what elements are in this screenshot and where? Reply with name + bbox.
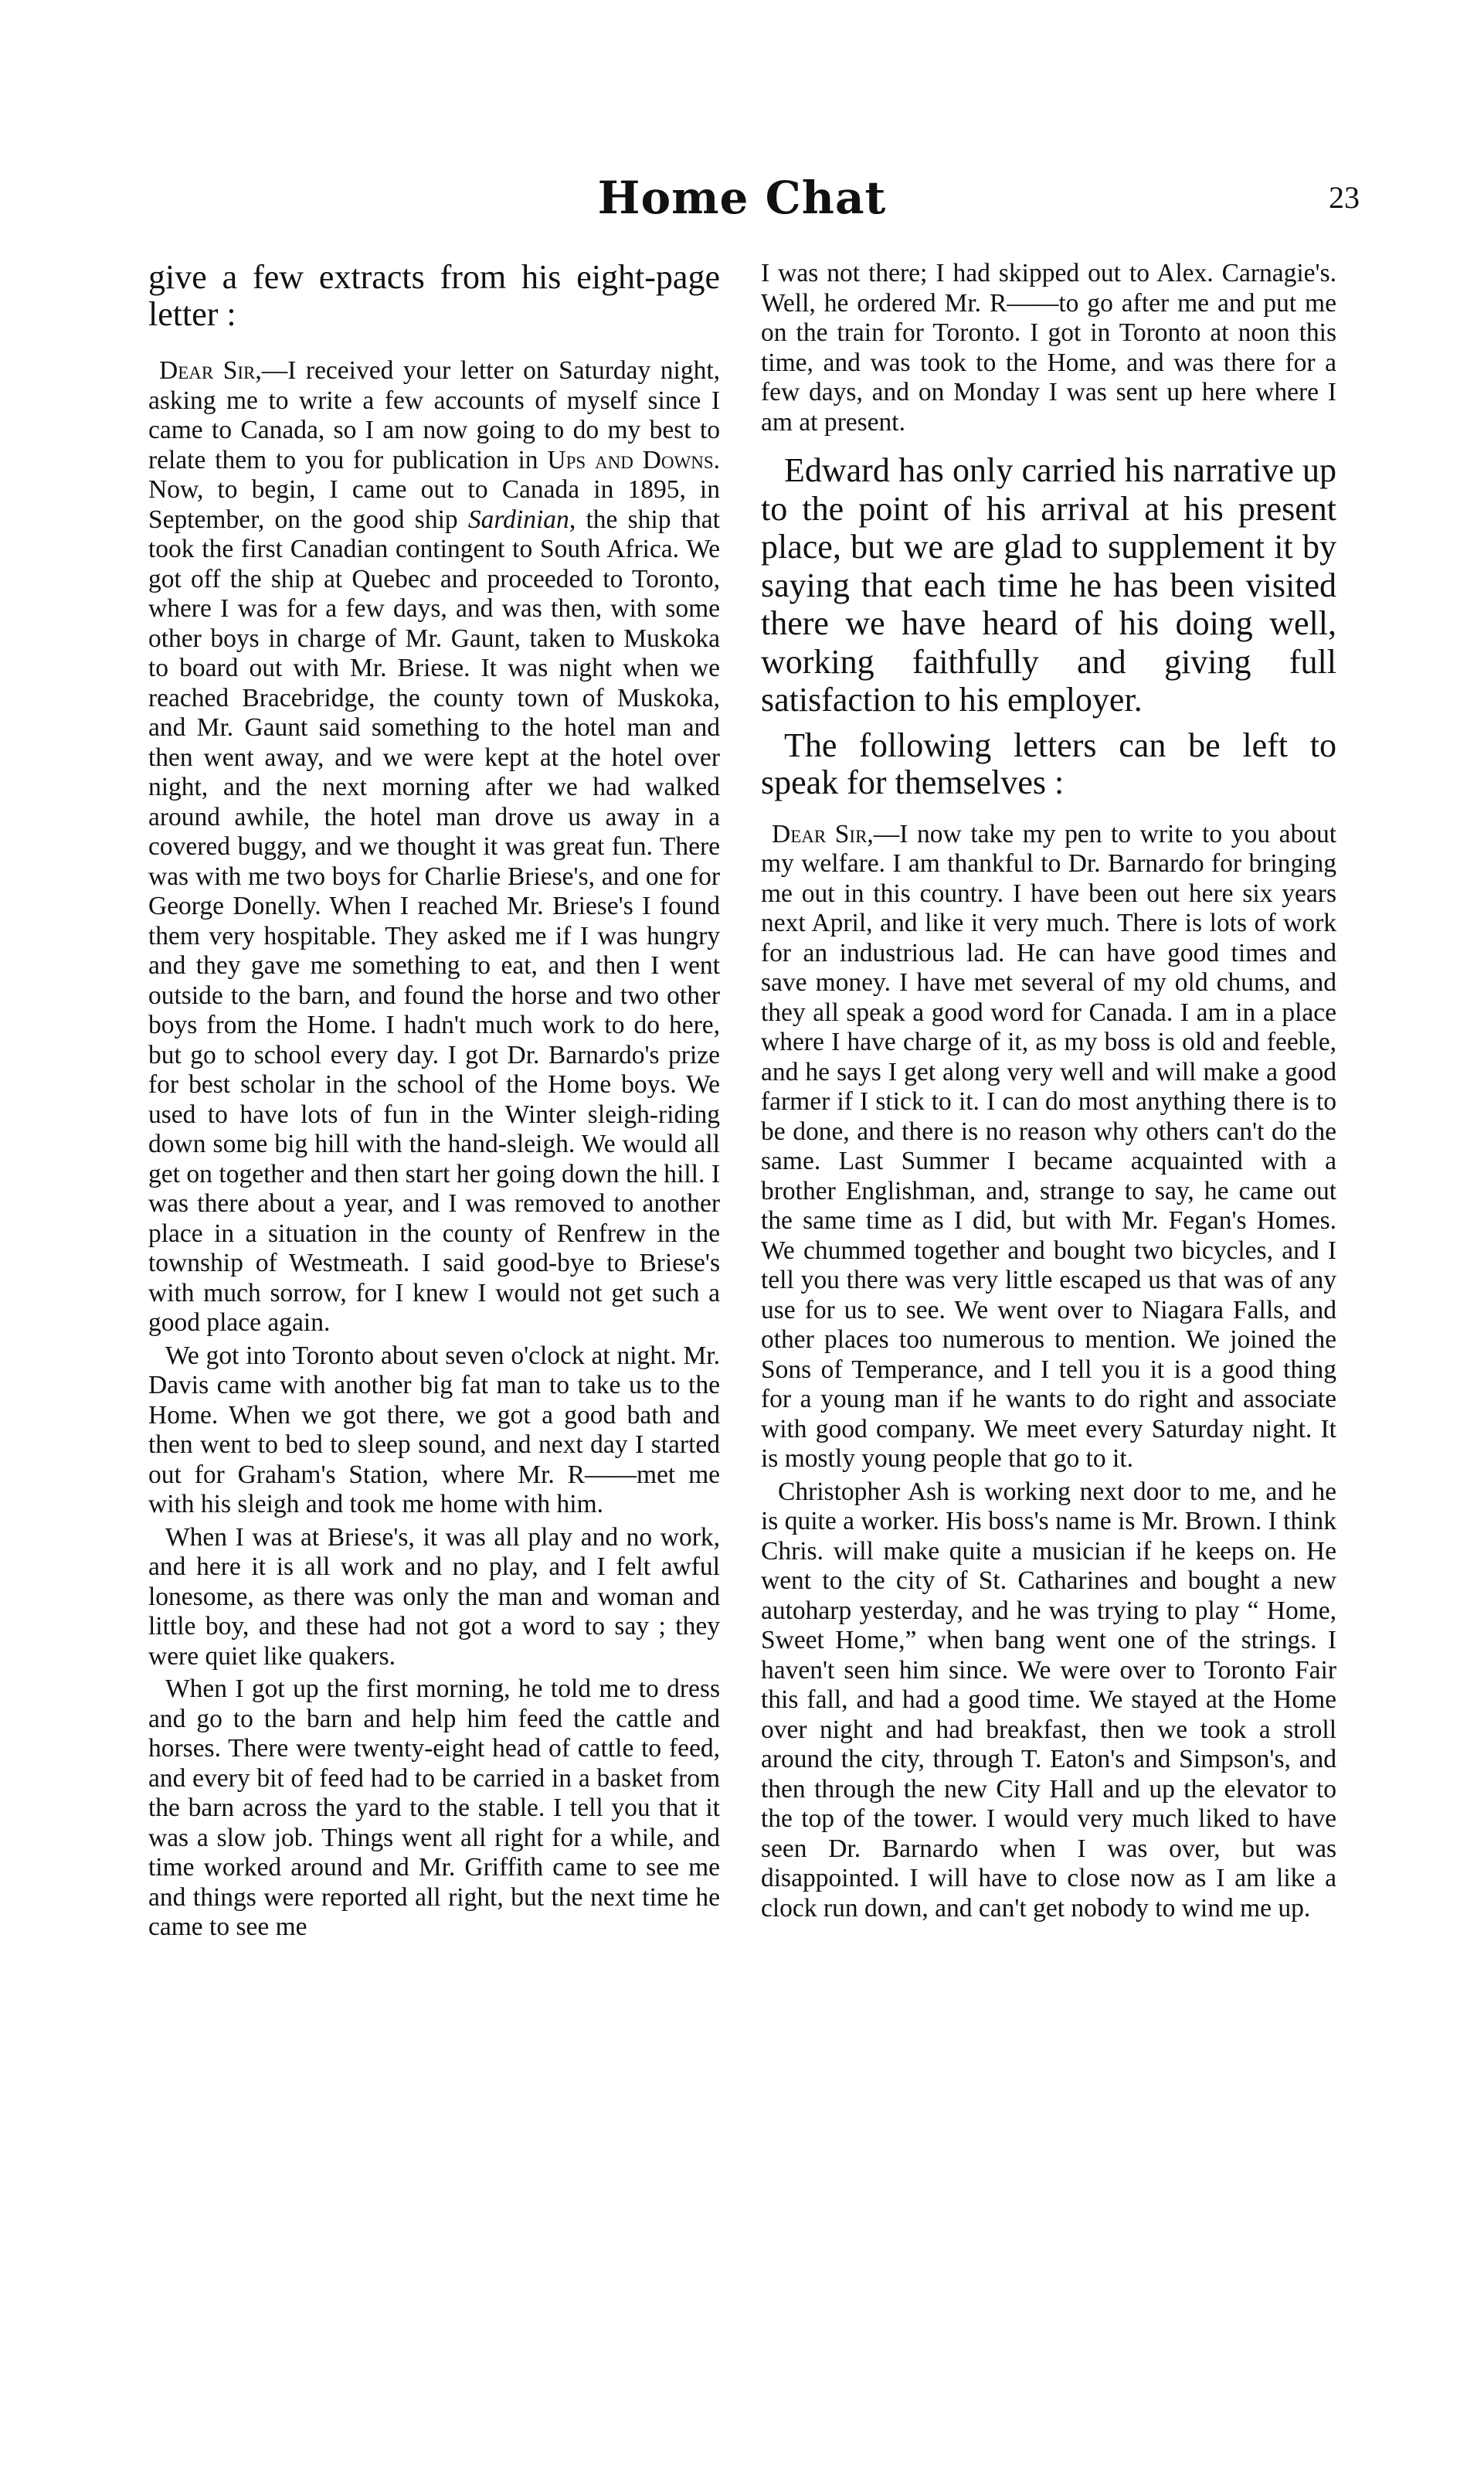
left-column	[148, 259, 720, 1946]
page-title: Home Chat	[597, 172, 887, 224]
letter-text: . Now, to begin, I came out to Canada in 1895, in September, on the good ship	[148, 445, 720, 534]
ship-name: Sardinian	[467, 505, 569, 534]
letter-text: —I received your letter on Saturday night, asking me to write a few accounts of myself since I came to Canada, so I am now going to do my best to relate them to you for publication in	[148, 356, 721, 474]
salutation: Dear Sir,	[772, 819, 874, 848]
magazine-name: Ups and Downs	[547, 445, 714, 474]
letter-paragraph: I was not there; I had skipped out to Alex. Carnagie's. Well, he ordered Mr. R——to go after me and put me on the train for Toronto. I got in Toronto at noon this time, and was took to the Home, and was there for a few days, and on Monday I was sent up here where I am at present.	[761, 259, 1336, 437]
letter-paragraph: When I got up the first morning, he told me to dress and go to the barn and help him feed the cattle and horses. There were twenty-eight head of cattle to feed, and every bit of feed had to be carried in a basket from the barn across the yard to the stable. I tell you that it was a slow job. Things went all right for a while, and time worked around and Mr. Griffith came to see me and things were reported all right, but the next time he came to see me	[148, 1674, 720, 1941]
letter-paragraph: Christopher Ash is working next door to me, and he is quite a worker. His boss's name is Mr. Brown. I think Chris. will make quite a musician if he keeps on. He went to the city of St. Catharines and bought a new autoharp yesterday, and he was trying to play “ Home, Sweet Home,” when bang went one of the strings. I haven't seen him since. We were over to Toronto Fair this fall, and had a good time. We stayed at the Home over night and had breakfast, then we took a stroll around the city, through T. Eaton's and Simpson's, and then through the new City Hall and up the elevator to the top of the tower. I would very much liked to have seen Dr. Barnardo when I was over, but was disappointed. I will have to close now as I am like a clock run down, and can't get nobody to wind me up.	[761, 1477, 1336, 1923]
letter-paragraph: We got into Toronto about seven o'clock at night. Mr. Davis came with another big fat man to take us to the Home. When we got there, we got a good bath and then went to bed to sleep sound, and next day I started out for Graham's Station, where Mr. R——met me with his sleigh and took me home with him.	[148, 1341, 720, 1518]
editorial-paragraph: Edward has only carried his narrative up to the point of his arrival at his present place, but we are glad to supplement it by saying that each time he has been visited there we have heard of his doing well, working faithfully and giving full satisfaction to his employer.	[761, 451, 1336, 719]
letter-text: —I now take my pen to write to you about my welfare. I am thankful to Dr. Barnardo for bringing me out in this country. I have been out here six years next April, and like it very much. There is lots of work for an industrious lad. He can have good times and save money. I have met several of my old chums, and they all speak a good word for Canada. I am in a place where I have charge of it, as my boss is old and feeble, and he says I get along very well and will make a good farmer if I stick to it. I can do most anything there is to be done, and there is no reason why others can't do the same. Last Summer I became acquainted with a brother Englishman, and, strange to say, he came out the same time as I did, but with Mr. Fegan's Homes. We chummed together and bought two bicycles, and I tell you there was very little escaped us that was of any use for us to see. We went over to Niagara Falls, and other places too numerous to mention. We joined the Sons of Temperance, and I tell you it is a good thing for a young man if he wants to do right and associate with good company. We meet every Saturday night. It is mostly young people that go to it.	[761, 819, 1336, 1473]
letter-paragraph: When I was at Briese's, it was all play and no work, and here it is all work and no play, and I felt awful lonesome, as there was only the man and woman and little boy, and these had not got a word to say ; they were quiet like quakers.	[148, 1522, 720, 1671]
lead-paragraph: give a few extracts from his eight-page letter :	[148, 258, 720, 333]
letter-text: , the ship that took the first Canadian contingent to South Africa. We got off the ship at Quebec and proceeded to Toronto, where I was for a few days, and was then, with some other boys in charge of Mr. Gaunt, taken to Muskoka to board out with Mr. Briese. It was night when we reached Bracebridge, the county town of Muskoka, and Mr. Gaunt said something to the hotel man and then went away, and we were kept at the hotel over night, and the next morning after we had walked around awhile, the hotel man drove us away in a covered buggy, and we thought it was great fun. There was with me two boys for Charlie Briese's, and one for George Donelly. When I reached Mr. Briese's I found them very hospitable. They asked me if I was hungry and they gave me something to eat, and then I went outside to the barn, and found the horse and two other boys from the Home. I hadn't much work to do here, but go to school every day. I got Dr. Barnardo's prize for best scholar in the school of the Home boys. We used to have lots of fun in the Winter sleigh-riding down some big hill with the hand-sleigh. We would all get on together and then start her going down the hill. I was there about a year, and I was removed to another place in a situation in the county of Renfrew in the township of Westmeath. I said good-bye to Briese's with much sorrow, for I knew I would not get such a good place again.	[148, 505, 720, 1337]
editorial-paragraph: The following letters can be left to speak for themselves :	[761, 726, 1336, 801]
right-column	[761, 259, 1336, 1926]
letter-paragraph	[148, 356, 720, 1338]
salutation: Dear Sir,	[159, 356, 262, 385]
letter-paragraph	[761, 820, 1336, 1474]
page-number: 23	[1329, 180, 1360, 215]
